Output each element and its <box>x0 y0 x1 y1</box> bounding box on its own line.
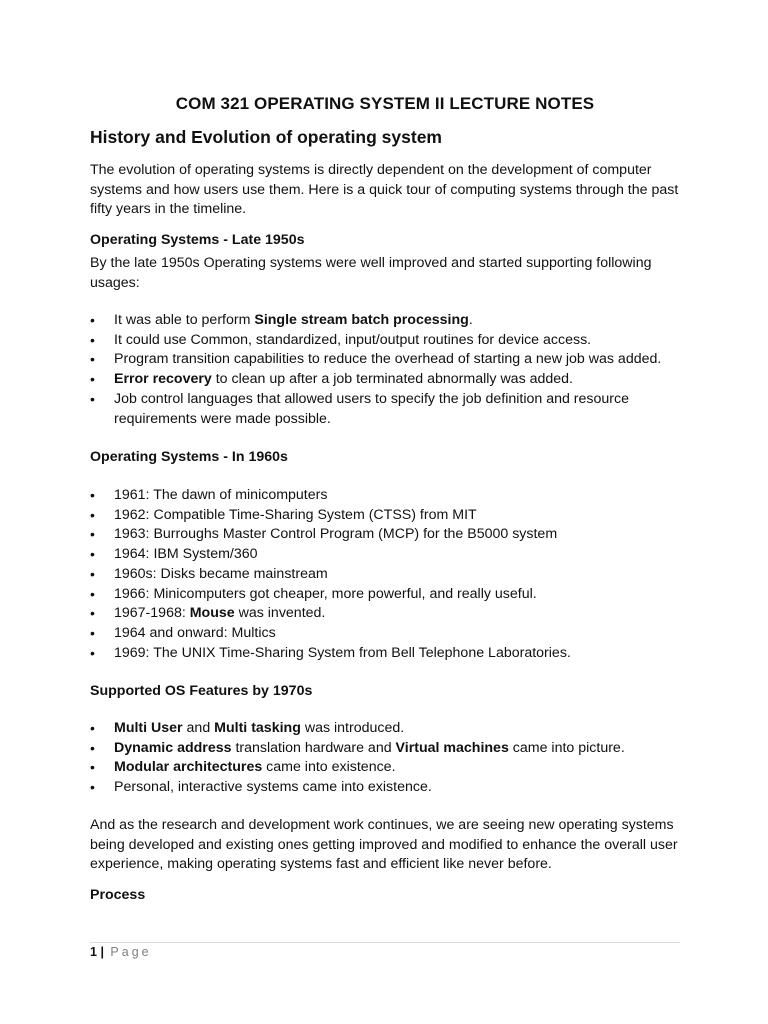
list-item: • 1964: IBM System/360 <box>90 545 680 565</box>
in-1960s-list <box>90 486 680 663</box>
in-1960s-heading: Operating Systems - In 1960s <box>90 449 288 465</box>
page-footer <box>90 945 152 959</box>
list-item: • 1966: Minicomputers got cheaper, more powerful, and really useful. <box>90 585 680 605</box>
list-item: • Program transition capabilities to reduce the overhead of starting a new job was added. <box>90 350 680 370</box>
list-item: • 1960s: Disks became mainstream <box>90 565 680 585</box>
intro-paragraph: The evolution of operating systems is directly dependent on the development of computer systems and how users use them. Here is a quick tour of computing systems through the past fifty years in the timeline. <box>90 162 679 218</box>
list-item: • 1964 and onward: Multics <box>90 624 680 644</box>
footer-divider <box>90 942 680 943</box>
list-item: • Error recovery to clean up after a job terminated abnormally was added. <box>90 370 680 390</box>
list-item: • Multi User and Multi tasking was introduced. <box>90 719 680 739</box>
list-item: • It was able to perform Single stream batch processing. <box>90 311 680 331</box>
list-item: • 1962: Compatible Time-Sharing System (CTSS) from MIT <box>90 506 680 526</box>
list-item: • 1961: The dawn of minicomputers <box>90 486 680 506</box>
footer-separator: | <box>100 945 104 959</box>
list-item: • 1969: The UNIX Time-Sharing System from Bell Telephone Laboratories. <box>90 644 680 664</box>
section-heading: History and Evolution of operating system <box>90 127 442 147</box>
late-1950s-list <box>90 311 680 429</box>
late-1950s-intro: By the late 1950s Operating systems were well improved and started supporting following usages: <box>90 255 652 291</box>
page-label: Page <box>110 945 152 959</box>
closing-paragraph: And as the research and development work continues, we are seeing new operating systems being developed and existing ones getting improved and modified to enhance the overall user experience, making operating systems fast and efficient like never before. <box>90 817 678 873</box>
list-item: • 1963: Burroughs Master Control Program (MCP) for the B5000 system <box>90 525 680 545</box>
list-item: • It could use Common, standardized, input/output routines for device access. <box>90 331 680 351</box>
page-number: 1 <box>90 945 97 959</box>
list-item: • Modular architectures came into existence. <box>90 758 680 778</box>
list-item: • Dynamic address translation hardware and Virtual machines came into picture. <box>90 739 680 759</box>
list-item: • Job control languages that allowed users to specify the job definition and resource requirements were made possible. <box>90 390 680 429</box>
list-item: • Personal, interactive systems came into existence. <box>90 778 680 798</box>
list-item: • 1967-1968: Mouse was invented. <box>90 604 680 624</box>
document-title: COM 321 OPERATING SYSTEM II LECTURE NOTES <box>175 94 595 113</box>
by-1970s-heading: Supported OS Features by 1970s <box>90 683 313 699</box>
late-1950s-heading: Operating Systems - Late 1950s <box>90 232 305 248</box>
process-heading: Process <box>90 887 146 903</box>
by-1970s-list <box>90 719 680 798</box>
